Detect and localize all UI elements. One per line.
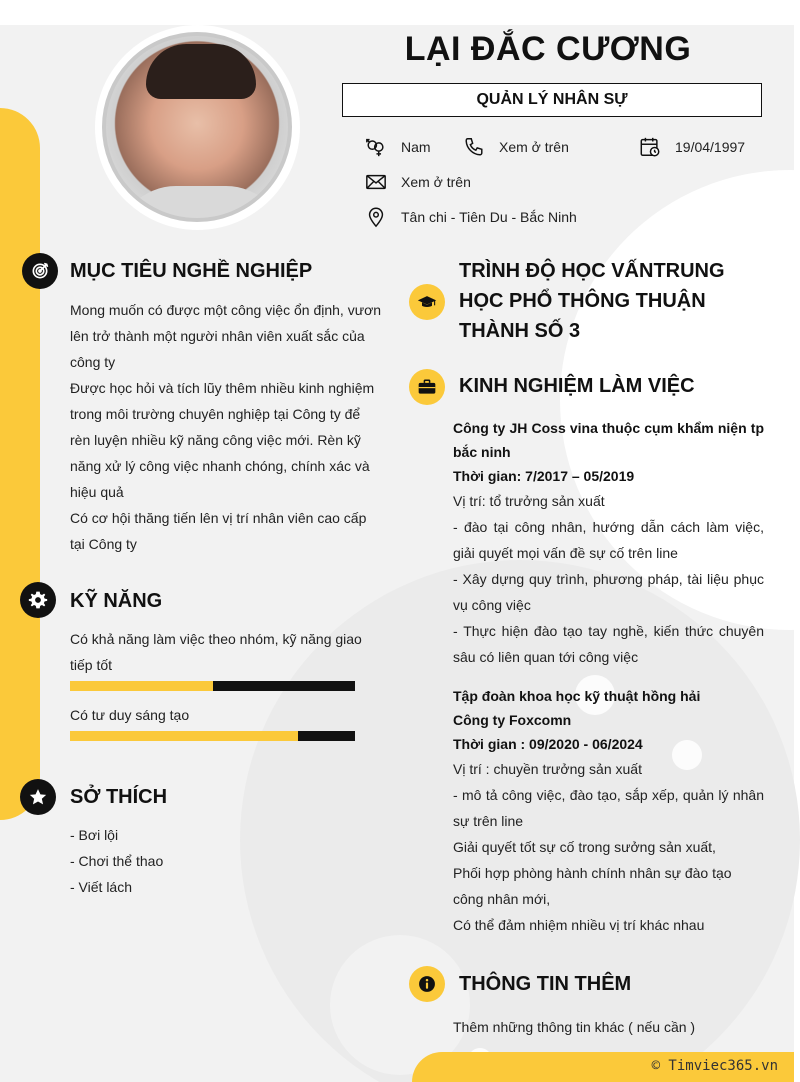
experience-list [453, 416, 764, 938]
location-icon [365, 206, 387, 228]
education-title-line: THÀNH SỐ 3 [459, 320, 581, 342]
hobby-item: - Viết lách [70, 879, 132, 895]
skill-label: Có khả năng làm việc theo nhóm, kỹ năng giao tiếp tốt [70, 631, 362, 673]
more-info-text: Thêm những thông tin khác ( nếu cần ) [453, 1019, 696, 1035]
gender-icon [365, 136, 387, 158]
hobbies-title: SỞ THÍCH [70, 786, 168, 808]
birthday-value: 19/04/1997 [675, 139, 746, 155]
job-role: Vị trí: tổ trưởng sản xuất [453, 493, 605, 509]
job-duty: - Xây dựng quy trình, phương pháp, tài liệu phục vụ công việc [453, 571, 764, 613]
position-box [342, 83, 762, 117]
job-duty: Có thể đảm nhiệm nhiều vị trí khác nhau [453, 917, 705, 933]
hobby-item: - Chơi thể thao [70, 853, 164, 869]
job-spacer [453, 670, 764, 684]
education-title-line: HỌC PHỔ THÔNG THUẬN [459, 290, 706, 312]
job-company: Công ty Foxcomn [453, 712, 572, 728]
hobby-item: - Bơi lội [70, 827, 119, 843]
footer-brand: © Timviec365.vn [651, 1058, 778, 1074]
skill-bar [70, 681, 355, 691]
candidate-name: LẠI ĐẮC CƯƠNG [404, 30, 692, 68]
avatar [102, 32, 292, 222]
contact-phone [463, 136, 569, 158]
gear-icon [20, 582, 56, 618]
accent-strip-left [0, 108, 40, 820]
objective-title: MỤC TIÊU NGHỀ NGHIỆP [70, 260, 313, 282]
contact-gender [365, 136, 431, 158]
briefcase-icon [409, 369, 445, 405]
hobbies-list [70, 822, 320, 900]
contact-address [365, 206, 577, 228]
job-group: Tập đoàn khoa học kỹ thuật hồng hải [453, 688, 701, 704]
address-value: Tân chi - Tiên Du - Bắc Ninh [401, 209, 577, 225]
job-duty: - mô tả công việc, đào tạo, sắp xếp, quản lý nhân sự trên line [453, 787, 764, 829]
avatar-hair [146, 44, 256, 99]
job-company: Công ty JH Coss vina thuộc cụm khẩm niện tp bắc ninh [453, 420, 764, 460]
experience-title: KINH NGHIỆM LÀM VIỆC [459, 375, 695, 397]
contact-email [365, 171, 471, 193]
skill-bar-fill [70, 681, 213, 691]
education-title-line: TRÌNH ĐỘ HỌC VẤNTRUNG [459, 260, 725, 282]
skill-bar [70, 731, 355, 741]
job-duty: Giải quyết tốt sự cố trong sưởng sản xuất, [453, 839, 716, 855]
objective-line: Mong muốn có được một công việc ổn định, vươn lên trở thành một người nhân viên xuất sắc của công ty [70, 302, 382, 370]
graduation-cap-icon [409, 284, 445, 320]
education-title [459, 256, 725, 346]
calendar-icon [639, 136, 661, 158]
job-duty: - đào tại công nhân, hướng dẫn cách làm việc, giải quyết mọi vấn đề sự cố trên line [453, 519, 764, 561]
info-icon [409, 966, 445, 1002]
job-duty: Phối hợp phòng hành chính nhân sự đào tạo công nhân mới, [453, 865, 732, 907]
job-time: Thời gian: 7/2017 – 05/2019 [453, 468, 635, 484]
objective-line: Được học hỏi và tích lũy thêm nhiều kinh nghiệm trong môi trường chuyên nghiệp tại Công ty để rèn luyện nhiều kỹ năng công việc mới. Rèn kỹ năng xử lý công việc nhanh chóng, chính xác và hiệu quả [70, 380, 375, 500]
star-icon [20, 779, 56, 815]
contact-birthday [639, 136, 745, 158]
gender-value: Nam [401, 139, 431, 155]
phone-value: Xem ở trên [499, 139, 569, 155]
target-icon [22, 253, 58, 289]
email-value: Xem ở trên [401, 174, 471, 190]
objective-text [70, 297, 382, 557]
objective-line: Có cơ hội thăng tiến lên vị trí nhân viên cao cấp tại Công ty [70, 510, 367, 552]
position-title: QUẢN LÝ NHÂN SỰ [476, 91, 628, 108]
job-duty: - Thực hiện đào tạo tay nghề, kiến thức chuyên sâu có liên quan tới công việc [453, 623, 764, 665]
mail-icon [365, 171, 387, 193]
avatar-shirt [116, 186, 286, 222]
phone-icon [463, 136, 485, 158]
job-time: Thời gian : 09/2020 - 06/2024 [453, 736, 643, 752]
skills-title: KỸ NĂNG [70, 590, 163, 612]
more-info-title: THÔNG TIN THÊM [459, 973, 632, 995]
job-role: Vị trí : chuyền trưởng sản xuất [453, 761, 642, 777]
skill-bar-fill [70, 731, 298, 741]
skill-label: Có tư duy sáng tạo [70, 707, 190, 723]
